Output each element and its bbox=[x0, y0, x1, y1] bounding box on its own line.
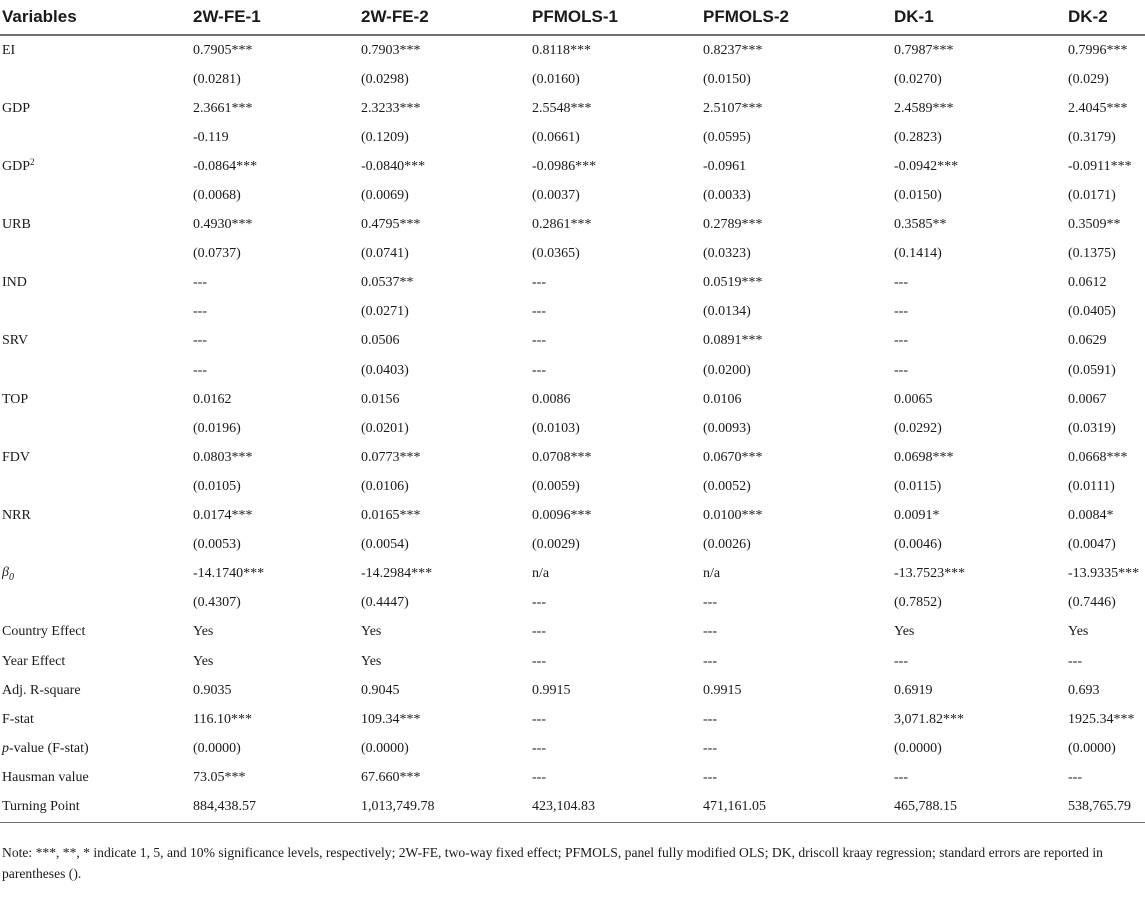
table-cell: 0.0162 bbox=[193, 391, 232, 407]
table-cell: 0.0174*** bbox=[193, 508, 253, 524]
row-label bbox=[0, 327, 192, 356]
row-label bbox=[0, 211, 192, 240]
table-cell: 0.7905*** bbox=[193, 42, 253, 58]
table-cell: 0.0670*** bbox=[703, 449, 763, 465]
table-cell: 0.0091* bbox=[894, 508, 940, 524]
row-label bbox=[0, 414, 192, 443]
table-note: Note: ***, **, * indicate 1, 5, and 10% significance levels, respectively; 2W-FE, two-way fixed effect; PFMOLS, panel fully modified OLS; DK, driscoll kraay regression; standard errors are reported in parentheses (). bbox=[2, 845, 1103, 881]
table-cell: --- bbox=[894, 333, 908, 349]
table-row bbox=[0, 298, 1145, 327]
table-cell: --- bbox=[894, 362, 908, 378]
table-cell: (0.0196) bbox=[193, 420, 241, 436]
table-cell: 0.0065 bbox=[894, 391, 933, 407]
table-cell: 109.34*** bbox=[361, 711, 421, 727]
table-cell: --- bbox=[894, 653, 908, 669]
table-cell: 465,788.15 bbox=[893, 792, 1067, 822]
table-cell: (0.1414) bbox=[894, 246, 942, 262]
row-label bbox=[0, 181, 192, 210]
table-cell: (0.0068) bbox=[193, 188, 241, 204]
table-cell: --- bbox=[193, 304, 207, 320]
table-row bbox=[0, 676, 1145, 705]
table-cell: 0.2861*** bbox=[532, 217, 592, 233]
header-variables: Variables bbox=[0, 0, 192, 35]
table-cell: -13.7523*** bbox=[894, 566, 966, 582]
table-cell: (0.0047) bbox=[1068, 537, 1116, 553]
table-cell: (0.0319) bbox=[1068, 420, 1116, 436]
table-cell: 0.0773*** bbox=[361, 449, 421, 465]
row-label-rest: -value (F-stat) bbox=[9, 740, 89, 756]
header-row bbox=[0, 0, 1145, 35]
table-cell: -0.0961 bbox=[703, 158, 747, 174]
table-cell: --- bbox=[193, 275, 207, 291]
table-row bbox=[0, 65, 1145, 94]
table-cell: -13.9335*** bbox=[1068, 566, 1140, 582]
table-cell: --- bbox=[532, 595, 546, 611]
row-label bbox=[0, 502, 192, 531]
table-cell: --- bbox=[703, 769, 717, 785]
table-cell: 0.0698*** bbox=[894, 449, 954, 465]
table-cell: 0.0629 bbox=[1068, 333, 1107, 349]
row-label-text: TOP bbox=[2, 391, 29, 407]
row-label-text: $\beta_0$ bbox=[2, 565, 14, 584]
table-row bbox=[0, 589, 1145, 618]
header-dk-2: DK-2 bbox=[1067, 0, 1145, 35]
row-label bbox=[0, 123, 192, 152]
row-label bbox=[0, 705, 192, 734]
table-cell: (0.1375) bbox=[1068, 246, 1116, 262]
table-cell: 1925.34*** bbox=[1068, 711, 1135, 727]
row-label bbox=[0, 792, 192, 822]
row-label-text: IND bbox=[2, 275, 27, 291]
table-cell: (0.0069) bbox=[361, 188, 409, 204]
table-cell: Yes bbox=[894, 624, 915, 640]
row-label-text: URB bbox=[2, 217, 31, 233]
table-cell: (0.0029) bbox=[532, 537, 580, 553]
table-cell: --- bbox=[894, 304, 908, 320]
table-row bbox=[0, 211, 1145, 240]
table-cell: 423,104.83 bbox=[531, 792, 702, 822]
header-pfmols-2: PFMOLS-2 bbox=[702, 0, 893, 35]
table-cell: (0.0171) bbox=[1068, 188, 1116, 204]
table-row bbox=[0, 560, 1145, 589]
table-cell: 0.0084* bbox=[1068, 508, 1114, 524]
table-cell: (0.0292) bbox=[894, 420, 942, 436]
table-cell: (0.0059) bbox=[532, 478, 580, 494]
row-label-text: SRV bbox=[2, 333, 29, 349]
table-cell: 0.8118*** bbox=[532, 42, 591, 58]
table-cell: --- bbox=[532, 653, 546, 669]
row-label bbox=[0, 589, 192, 618]
row-label-superscript: 2 bbox=[30, 156, 35, 167]
table-cell: (0.0365) bbox=[532, 246, 580, 262]
table-cell: 0.0612 bbox=[1068, 275, 1107, 291]
table-row bbox=[0, 94, 1145, 123]
row-label bbox=[0, 152, 192, 181]
table-cell: (0.0271) bbox=[361, 304, 409, 320]
table-cell: Yes bbox=[193, 653, 214, 669]
table-cell: 0.0519*** bbox=[703, 275, 763, 291]
table-cell: (0.7852) bbox=[894, 595, 942, 611]
table-cell: 0.8237*** bbox=[703, 42, 763, 58]
table-cell: (0.0741) bbox=[361, 246, 409, 262]
row-label bbox=[0, 531, 192, 560]
row-label-text: F-stat bbox=[2, 711, 34, 727]
table-cell: 0.3509** bbox=[1068, 217, 1121, 233]
table-cell: (0.0405) bbox=[1068, 304, 1116, 320]
table-cell: (0.0106) bbox=[361, 478, 409, 494]
header-dk-1: DK-1 bbox=[893, 0, 1067, 35]
header-2w-fe-1: 2W-FE-1 bbox=[192, 0, 360, 35]
table-cell: (0.0150) bbox=[703, 71, 751, 87]
table-cell: 0.9035 bbox=[193, 682, 232, 698]
table-cell: (0.0000) bbox=[1068, 740, 1116, 756]
table-cell: 0.7903*** bbox=[361, 42, 421, 58]
table-cell: n/a bbox=[703, 566, 721, 582]
table-cell: 0.9045 bbox=[361, 682, 400, 698]
row-label bbox=[0, 240, 192, 269]
table-cell: -14.2984*** bbox=[361, 566, 433, 582]
table-cell: --- bbox=[703, 740, 717, 756]
row-label-text: Year Effect bbox=[2, 653, 66, 669]
table-row bbox=[0, 385, 1145, 414]
table-cell: (0.0103) bbox=[532, 420, 580, 436]
table-row bbox=[0, 240, 1145, 269]
table-cell: (0.0201) bbox=[361, 420, 409, 436]
table-cell: 2.3661*** bbox=[193, 100, 253, 116]
table-row bbox=[0, 443, 1145, 472]
table-row bbox=[0, 502, 1145, 531]
table-cell: (0.0737) bbox=[193, 246, 241, 262]
table-row bbox=[0, 618, 1145, 647]
table-row bbox=[0, 531, 1145, 560]
row-label bbox=[0, 65, 192, 94]
table-cell: --- bbox=[703, 653, 717, 669]
table-cell: 0.0537** bbox=[361, 275, 414, 291]
table-cell: (0.0037) bbox=[532, 188, 580, 204]
table-cell: --- bbox=[703, 595, 717, 611]
table-header bbox=[0, 0, 1145, 35]
table-cell: 0.0156 bbox=[361, 391, 400, 407]
table-cell: 0.0100*** bbox=[703, 508, 763, 524]
table-cell: 0.0708*** bbox=[532, 449, 592, 465]
table-cell: (0.0052) bbox=[703, 478, 751, 494]
table-cell: (0.4447) bbox=[361, 595, 409, 611]
table-row bbox=[0, 734, 1145, 763]
table-row bbox=[0, 35, 1145, 65]
row-label bbox=[0, 647, 192, 676]
table-row bbox=[0, 792, 1145, 822]
table-cell: --- bbox=[532, 740, 546, 756]
row-label bbox=[0, 763, 192, 792]
table-cell: 0.9915 bbox=[703, 682, 742, 698]
row-label bbox=[0, 676, 192, 705]
row-label-text: Adj. R-square bbox=[2, 682, 81, 698]
table-cell: 0.4795*** bbox=[361, 217, 421, 233]
table-cell: (0.0595) bbox=[703, 129, 751, 145]
table-row bbox=[0, 152, 1145, 181]
table-cell: --- bbox=[193, 362, 207, 378]
table-cell: (0.0046) bbox=[894, 537, 942, 553]
table-cell: (0.0591) bbox=[1068, 362, 1116, 378]
table-cell: 0.9915 bbox=[532, 682, 571, 698]
table-cell: (0.4307) bbox=[193, 595, 241, 611]
table-cell: 0.7987*** bbox=[894, 42, 954, 58]
table-cell: -14.1740*** bbox=[193, 566, 265, 582]
row-label-text: GDP bbox=[2, 158, 31, 174]
table-cell: Yes bbox=[361, 653, 382, 669]
table-cell: 3,071.82*** bbox=[894, 711, 964, 727]
table-cell: --- bbox=[532, 711, 546, 727]
table-cell: -0.0986*** bbox=[532, 158, 597, 174]
table-cell: 0.0067 bbox=[1068, 391, 1107, 407]
table-cell: 2.5107*** bbox=[703, 100, 763, 116]
table-cell: (0.0111) bbox=[1068, 478, 1115, 494]
table-row bbox=[0, 356, 1145, 385]
table-cell: -0.0864*** bbox=[193, 158, 258, 174]
table-cell: 0.6919 bbox=[894, 682, 933, 698]
table-row bbox=[0, 414, 1145, 443]
table-cell: 0.0506 bbox=[361, 333, 400, 349]
table-cell: --- bbox=[532, 333, 546, 349]
table-cell: (0.1209) bbox=[361, 129, 409, 145]
table-row bbox=[0, 181, 1145, 210]
table-row bbox=[0, 705, 1145, 734]
table-cell: --- bbox=[703, 711, 717, 727]
table-cell: (0.0054) bbox=[361, 537, 409, 553]
row-label bbox=[0, 443, 192, 472]
table-cell: -0.119 bbox=[193, 129, 229, 145]
table-row bbox=[0, 647, 1145, 676]
table-cell: --- bbox=[1068, 653, 1082, 669]
table-row bbox=[0, 763, 1145, 792]
table-cell: (0.3179) bbox=[1068, 129, 1116, 145]
table-row bbox=[0, 327, 1145, 356]
table-cell: (0.0323) bbox=[703, 246, 751, 262]
table-cell: 0.3585** bbox=[894, 217, 947, 233]
table-cell: (0.0298) bbox=[361, 71, 409, 87]
table-cell: 67.660*** bbox=[361, 769, 421, 785]
table-cell: (0.029) bbox=[1068, 71, 1109, 87]
table-cell: 116.10*** bbox=[193, 711, 252, 727]
table-cell: (0.0053) bbox=[193, 537, 241, 553]
table-cell: 0.4930*** bbox=[193, 217, 253, 233]
row-label bbox=[0, 356, 192, 385]
table-cell: 2.5548*** bbox=[532, 100, 592, 116]
table-cell: (0.0026) bbox=[703, 537, 751, 553]
table-body bbox=[0, 35, 1145, 822]
table-cell: (0.0281) bbox=[193, 71, 241, 87]
row-label-text: GDP bbox=[2, 100, 31, 116]
table-cell: 0.0668*** bbox=[1068, 449, 1128, 465]
table-cell: 73.05*** bbox=[193, 769, 246, 785]
table-cell: n/a bbox=[532, 566, 550, 582]
table-cell: Yes bbox=[361, 624, 382, 640]
table-cell: 0.0096*** bbox=[532, 508, 592, 524]
table-cell: (0.0000) bbox=[894, 740, 942, 756]
table-cell: --- bbox=[193, 333, 207, 349]
table-cell: --- bbox=[532, 769, 546, 785]
table-cell: --- bbox=[1068, 769, 1082, 785]
row-label bbox=[0, 618, 192, 647]
table-cell: 884,438.57 bbox=[192, 792, 360, 822]
row-label-text: Turning Point bbox=[2, 798, 80, 814]
table-cell: (0.2823) bbox=[894, 129, 942, 145]
table-cell: --- bbox=[532, 304, 546, 320]
table-cell: 471,161.05 bbox=[702, 792, 893, 822]
row-label-text: Hausman value bbox=[2, 769, 89, 785]
table-cell: 0.0086 bbox=[532, 391, 571, 407]
header-pfmols-1: PFMOLS-1 bbox=[531, 0, 702, 35]
table-cell: (0.0270) bbox=[894, 71, 942, 87]
table-cell: 0.0803*** bbox=[193, 449, 253, 465]
table-cell: 0.0165*** bbox=[361, 508, 421, 524]
table-cell: (0.0403) bbox=[361, 362, 409, 378]
table-cell: 1,013,749.78 bbox=[360, 792, 531, 822]
table-cell: (0.0000) bbox=[361, 740, 409, 756]
table-cell: 0.7996*** bbox=[1068, 42, 1128, 58]
header-2w-fe-2: 2W-FE-2 bbox=[360, 0, 531, 35]
table-cell: (0.0661) bbox=[532, 129, 580, 145]
row-label bbox=[0, 734, 192, 763]
table-cell: (0.0150) bbox=[894, 188, 942, 204]
table-cell: Yes bbox=[193, 624, 214, 640]
table-cell: --- bbox=[894, 769, 908, 785]
table-cell: (0.0134) bbox=[703, 304, 751, 320]
table-cell: -0.0942*** bbox=[894, 158, 959, 174]
table-cell: (0.0200) bbox=[703, 362, 751, 378]
row-label bbox=[0, 298, 192, 327]
table-cell: (0.7446) bbox=[1068, 595, 1116, 611]
table-cell: (0.0160) bbox=[532, 71, 580, 87]
table-cell: Yes bbox=[1068, 624, 1089, 640]
table-cell: (0.0115) bbox=[894, 478, 942, 494]
row-label-text: Country Effect bbox=[2, 624, 86, 640]
table-cell: 2.3233*** bbox=[361, 100, 421, 116]
row-label bbox=[0, 94, 192, 123]
table-cell: --- bbox=[532, 362, 546, 378]
table-cell: (0.0033) bbox=[703, 188, 751, 204]
row-label-text: p bbox=[2, 740, 9, 756]
table-cell: 2.4589*** bbox=[894, 100, 954, 116]
row-label-text: NRR bbox=[2, 508, 31, 524]
table-row bbox=[0, 123, 1145, 152]
row-label-text: FDV bbox=[2, 449, 31, 465]
table-cell: 2.4045*** bbox=[1068, 100, 1128, 116]
table-cell: (0.0000) bbox=[193, 740, 241, 756]
table-cell: -0.0911*** bbox=[1068, 158, 1132, 174]
table-cell: --- bbox=[703, 624, 717, 640]
table-cell: (0.0105) bbox=[193, 478, 241, 494]
table-cell: 0.2789*** bbox=[703, 217, 763, 233]
table-cell: 0.0106 bbox=[703, 391, 742, 407]
table-row bbox=[0, 269, 1145, 298]
table-cell: --- bbox=[894, 275, 908, 291]
row-label bbox=[0, 269, 192, 298]
table-cell: 538,765.79 bbox=[1067, 792, 1145, 822]
table-cell: --- bbox=[532, 624, 546, 640]
row-label bbox=[0, 472, 192, 501]
table-cell: (0.0093) bbox=[703, 420, 751, 436]
row-label-text: EI bbox=[2, 42, 16, 58]
table-cell: -0.0840*** bbox=[361, 158, 426, 174]
table-row bbox=[0, 472, 1145, 501]
row-label bbox=[0, 35, 192, 65]
table-cell: 0.693 bbox=[1068, 682, 1100, 698]
table-cell: --- bbox=[532, 275, 546, 291]
row-label bbox=[0, 385, 192, 414]
table-cell: 0.0891*** bbox=[703, 333, 763, 349]
row-label bbox=[0, 560, 192, 589]
